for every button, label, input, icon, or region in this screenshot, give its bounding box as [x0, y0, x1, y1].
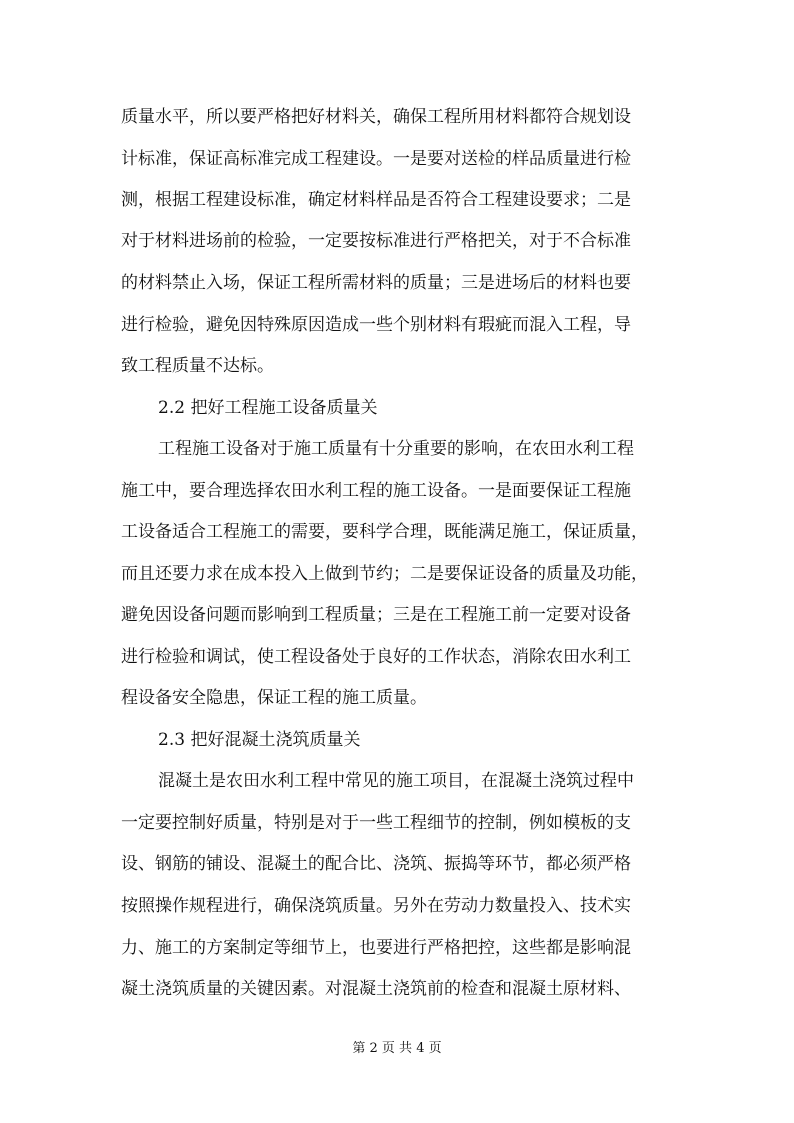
paragraph-line: 施工中，要合理选择农田水利工程的施工设备。一是面要保证工程施 — [121, 481, 631, 501]
paragraph-line: 进行检验，避免因特殊原因造成一些个别材料有瑕疵而混入工程，导 — [121, 315, 631, 335]
paragraph-line: 进行检验和调试，使工程设备处于良好的工作状态，消除农田水利工 — [121, 647, 631, 667]
paragraph-line: 而且还要力求在成本投入上做到节约；二是要保证设备的质量及功能， — [121, 564, 648, 584]
paragraph-line: 测，根据工程建设标准，确定材料样品是否符合工程建设要求；二是 — [121, 190, 631, 210]
paragraph-line: 设、钢筋的铺设、混凝土的配合比、浇筑、振捣等环节，都必须严格 — [121, 854, 631, 874]
paragraph-line: 力、施工的方案制定等细节上，也要进行严格把控，这些都是影响混 — [121, 938, 631, 958]
paragraph-line: 混凝土是农田水利工程中常见的施工项目，在混凝土浇筑过程中 — [158, 771, 634, 791]
paragraph-line: 质量水平，所以要严格把好材料关，确保工程所用材料都符合规划设 — [121, 107, 631, 127]
paragraph-line: 避免因设备问题而影响到工程质量；三是在工程施工前一定要对设备 — [121, 605, 631, 625]
paragraph-line: 按照操作规程进行，确保浇筑质量。另外在劳动力数量投入、技术实 — [121, 896, 631, 916]
section-heading: 2.2 把好工程施工设备质量关 — [158, 398, 378, 418]
paragraph-line: 计标准，保证高标准完成工程建设。一是要对送检的样品质量进行检 — [121, 149, 631, 169]
page-number-footer: 第 2 页 共 4 页 — [352, 1041, 442, 1056]
paragraph-line: 致工程质量不达标。 — [121, 356, 274, 376]
paragraph-line: 工程施工设备对于施工质量有十分重要的影响，在农田水利工程 — [158, 439, 634, 459]
section-heading: 2.3 把好混凝土浇筑质量关 — [158, 730, 361, 750]
paragraph-line: 工设备适合工程施工的需要，要科学合理，既能满足施工，保证质量， — [121, 522, 648, 542]
paragraph-line: 的材料禁止入场，保证工程所需材料的质量；三是进场后的材料也要 — [121, 273, 631, 293]
paragraph-line: 凝土浇筑质量的关键因素。对混凝土浇筑前的检查和混凝土原材料、 — [121, 979, 631, 999]
paragraph-line: 程设备安全隐患，保证工程的施工质量。 — [121, 688, 427, 708]
paragraph-line: 对于材料进场前的检验，一定要按标准进行严格把关，对于不合标准 — [121, 231, 631, 251]
paragraph-line: 一定要控制好质量，特别是对于一些工程细节的控制，例如模板的支 — [121, 813, 631, 833]
